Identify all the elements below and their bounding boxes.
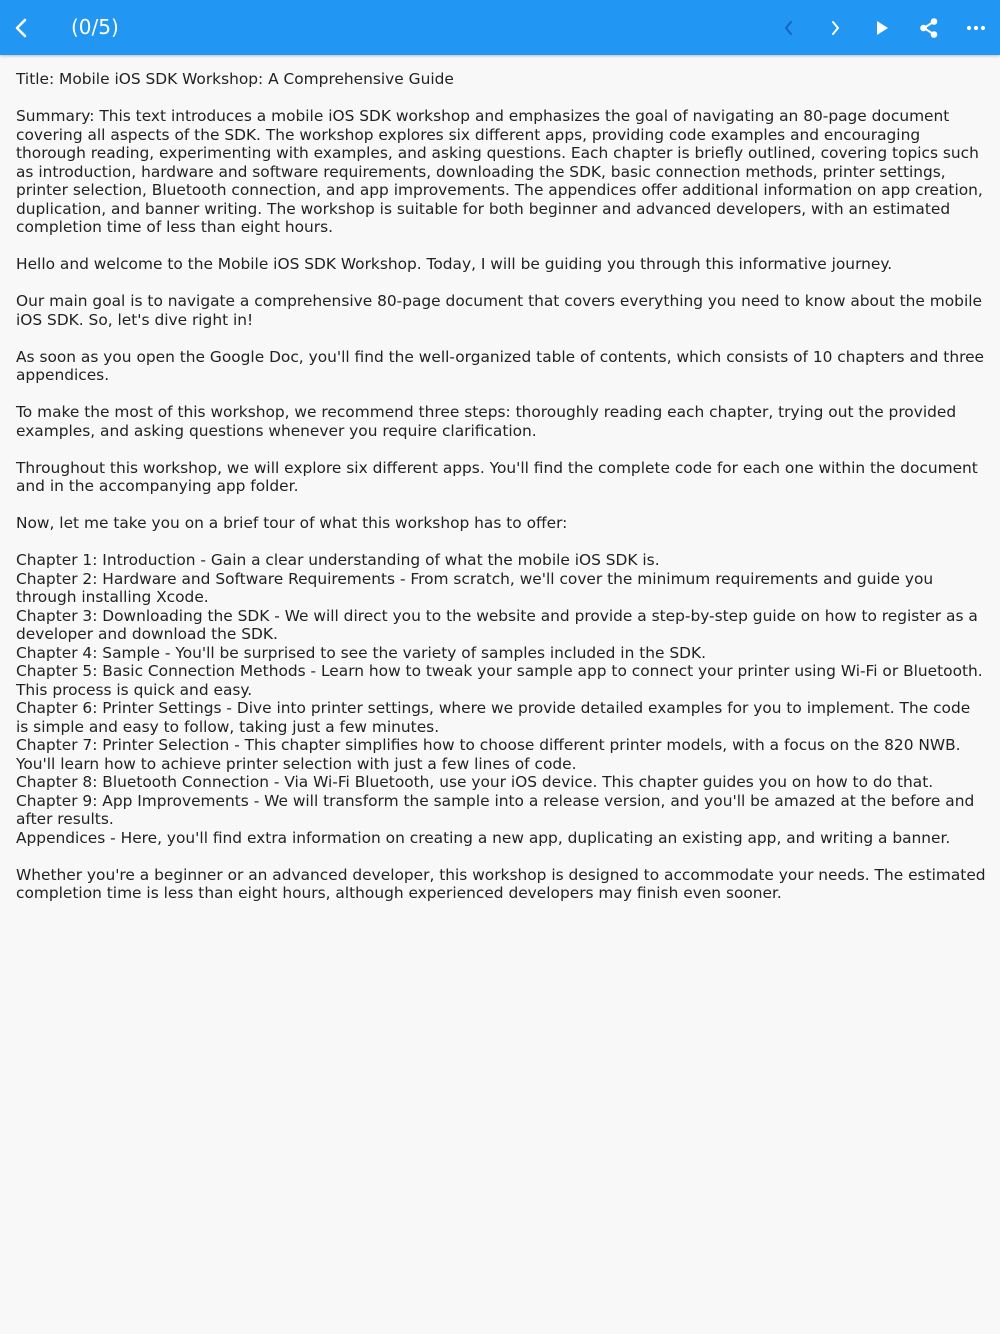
share-button[interactable] [906, 0, 952, 55]
more-horizontal-icon [965, 24, 987, 32]
document-title: Title: Mobile iOS SDK Workshop: A Comprehensive Guide [16, 70, 454, 88]
share-icon [918, 17, 940, 39]
previous-page-button[interactable] [766, 0, 812, 55]
chevron-left-icon [781, 18, 797, 38]
document-body [16, 70, 986, 921]
chapter-item: Chapter 2: Hardware and Software Requirements - From scratch, we'll cover the minimum requirements and guide you through installing Xcode. [16, 569, 934, 606]
chapter-item: Chapter 5: Basic Connection Methods - Learn how to tweak your sample app to connect your printer using Wi-Fi or Bluetooth. This process is quick and easy. [16, 662, 983, 699]
chapter-item: Chapter 1: Introduction - Gain a clear understanding of what the mobile iOS SDK is. [16, 551, 660, 569]
chapter-item: Chapter 9: App Improvements - We will transform the sample into a release version, and you'll be amazed at the before and after results. [16, 791, 975, 828]
chapter-item: Appendices - Here, you'll find extra information on creating a new app, duplicating an existing app, and writing a banner. [16, 828, 951, 847]
chevron-left-icon [12, 16, 32, 40]
chapter-item: Chapter 6: Printer Settings - Dive into printer settings, where we provide detailed examples for you to implement. The code is simple and easy to follow, taking just a few minutes. [16, 699, 971, 736]
chapter-item: Chapter 3: Downloading the SDK - We will direct you to the website and provide a step-by-step guide on how to register as a developer and download the SDK. [16, 606, 978, 643]
chapter-list [16, 551, 986, 847]
paragraph: To make the most of this workshop, we recommend three steps: thoroughly reading each chapter, trying out the provided examples, and asking questions whenever you require clarification. [16, 403, 957, 440]
more-options-button[interactable] [953, 0, 999, 55]
document-summary: Summary: This text introduces a mobile iOS SDK workshop and emphasizes the goal of navigating an 80-page document covering all aspects of the SDK. The workshop explores six different apps, providing code examples and encouraging thorough reading, experimenting with examples, and asking questions. Each chapter is briefly outlined, covering topics such as introduction, hardware and software requirements, downloading the SDK, basic connection methods, printer settings, printer selection, Bluetooth connection, and app improvements. The appendices offer additional information on app creation, duplication, and banner writing. The workshop is suitable for both beginner and advanced developers, with an estimated completion time of less than eight hours. [16, 107, 983, 236]
play-button[interactable] [859, 0, 905, 55]
back-button[interactable] [0, 0, 44, 55]
chapter-item: Chapter 7: Printer Selection - This chapter simplifies how to choose different printer models, with a focus on the 820 NWB. You'll learn how to achieve printer selection with just a few lines of code. [16, 736, 961, 773]
play-icon [873, 18, 891, 38]
closing-paragraph: Whether you're a beginner or an advanced developer, this workshop is designed to accommodate your needs. The estimated completion time is less than eight hours, although experienced developers may finish even sooner. [16, 865, 986, 902]
paragraph: Now, let me take you on a brief tour of what this workshop has to offer: [16, 514, 568, 532]
paragraph: Hello and welcome to the Mobile iOS SDK Workshop. Today, I will be guiding you through this informative journey. [16, 255, 893, 273]
paragraph: As soon as you open the Google Doc, you'll find the well-organized table of contents, which consists of 10 chapters and three appendices. [16, 347, 985, 384]
page-counter: (0/5) [71, 15, 119, 39]
top-app-bar [0, 0, 1000, 55]
paragraph: Throughout this workshop, we will explore six different apps. You'll find the complete code for each one within the document and in the accompanying app folder. [16, 458, 978, 495]
paragraph: Our main goal is to navigate a comprehensive 80-page document that covers everything you need to know about the mobile iOS SDK. So, let's dive right in! [16, 292, 982, 329]
chevron-right-icon [827, 18, 843, 38]
chapter-item: Chapter 8: Bluetooth Connection - Via Wi-Fi Bluetooth, use your iOS device. This chapter guides you on how to do that. [16, 773, 934, 791]
chapter-item: Chapter 4: Sample - You'll be surprised to see the variety of samples included in the SDK. [16, 643, 706, 662]
next-page-button[interactable] [812, 0, 858, 55]
